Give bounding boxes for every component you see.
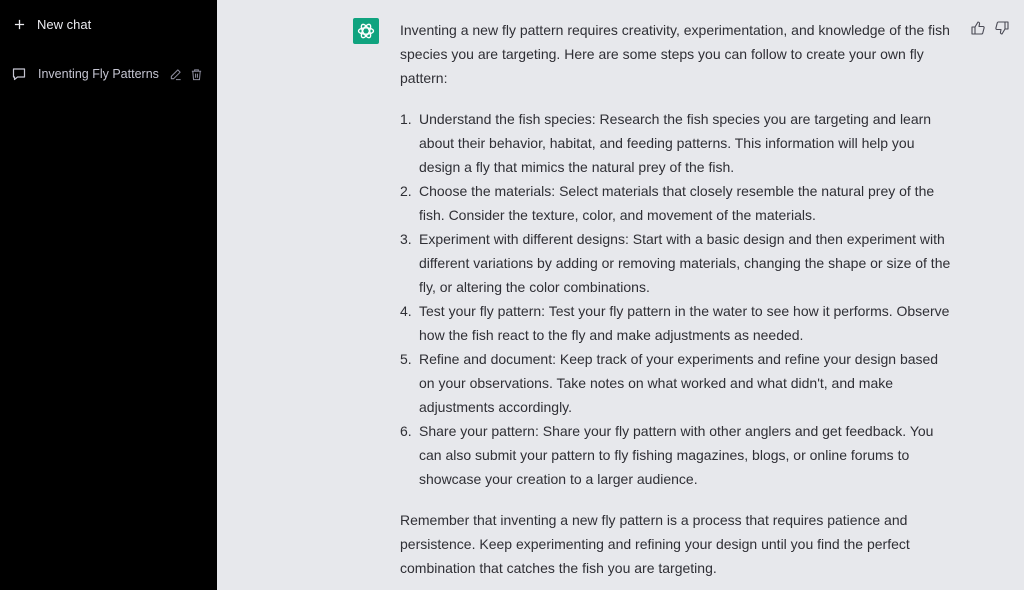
openai-logo-icon [356,21,376,41]
list-item [400,107,955,179]
chat-area [217,0,1024,590]
feedback-buttons [970,20,1010,36]
step-number: 1. [400,111,412,127]
step-number: 3. [400,231,412,247]
assistant-avatar [353,18,379,44]
step-text: Refine and document: Keep track of your experiments and refine your design based on your observations. Take notes on what worked and what didn't, and make adjustments accordingly. [419,351,939,415]
trash-icon[interactable] [190,68,203,81]
list-item [400,227,955,299]
list-item [400,419,955,491]
step-number: 5. [400,351,412,367]
assistant-message [400,18,955,590]
thumbs-down-icon[interactable] [994,20,1010,36]
new-chat-button[interactable] [8,8,209,40]
step-number: 4. [400,303,412,319]
plus-icon [14,19,25,30]
list-item [400,347,955,419]
list-item [400,179,955,227]
step-text: Test your fly pattern: Test your fly pattern in the water to see how it performs. Observe how the fish react to the fly and make adjustments as needed. [419,303,950,343]
list-item [400,299,955,347]
step-number: 6. [400,423,412,439]
conversation-title: Inventing Fly Patterns [38,67,159,81]
steps-list [400,107,955,491]
sidebar [0,0,217,590]
chat-bubble-icon [12,67,26,81]
message-intro: Inventing a new fly pattern requires creativity, experimentation, and knowledge of the fish species you are targeting. Here are some steps you can follow to create your own fly pattern: [400,22,950,86]
step-text: Understand the fish species: Research the fish species you are targeting and learn about their behavior, habitat, and feeding patterns. This information will help you design a fly that mimics the natural prey of the fish. [419,111,932,175]
message-outro: Remember that inventing a new fly pattern is a process that requires patience and persistence. Keep experimenting and refining your design until you find the perfect combination that catches the fish you are targeting. [400,512,910,576]
conversation-item[interactable] [8,60,209,88]
step-text: Choose the materials: Select materials that closely resemble the natural prey of the fish. Consider the texture, color, and movement of the materials. [419,183,935,223]
pencil-icon[interactable] [169,68,182,81]
step-text: Experiment with different designs: Start with a basic design and then experiment with different variations by adding or removing materials, changing the shape or size of the fly, or altering the color combinations. [419,231,951,295]
step-number: 2. [400,183,412,199]
conversation-actions [169,68,203,81]
new-chat-label: New chat [37,16,92,32]
step-text: Share your pattern: Share your fly pattern with other anglers and get feedback. You can also submit your pattern to fly fishing magazines, blogs, or online forums to showcase your creation to a larger audience. [419,423,934,487]
thumbs-up-icon[interactable] [970,20,986,36]
